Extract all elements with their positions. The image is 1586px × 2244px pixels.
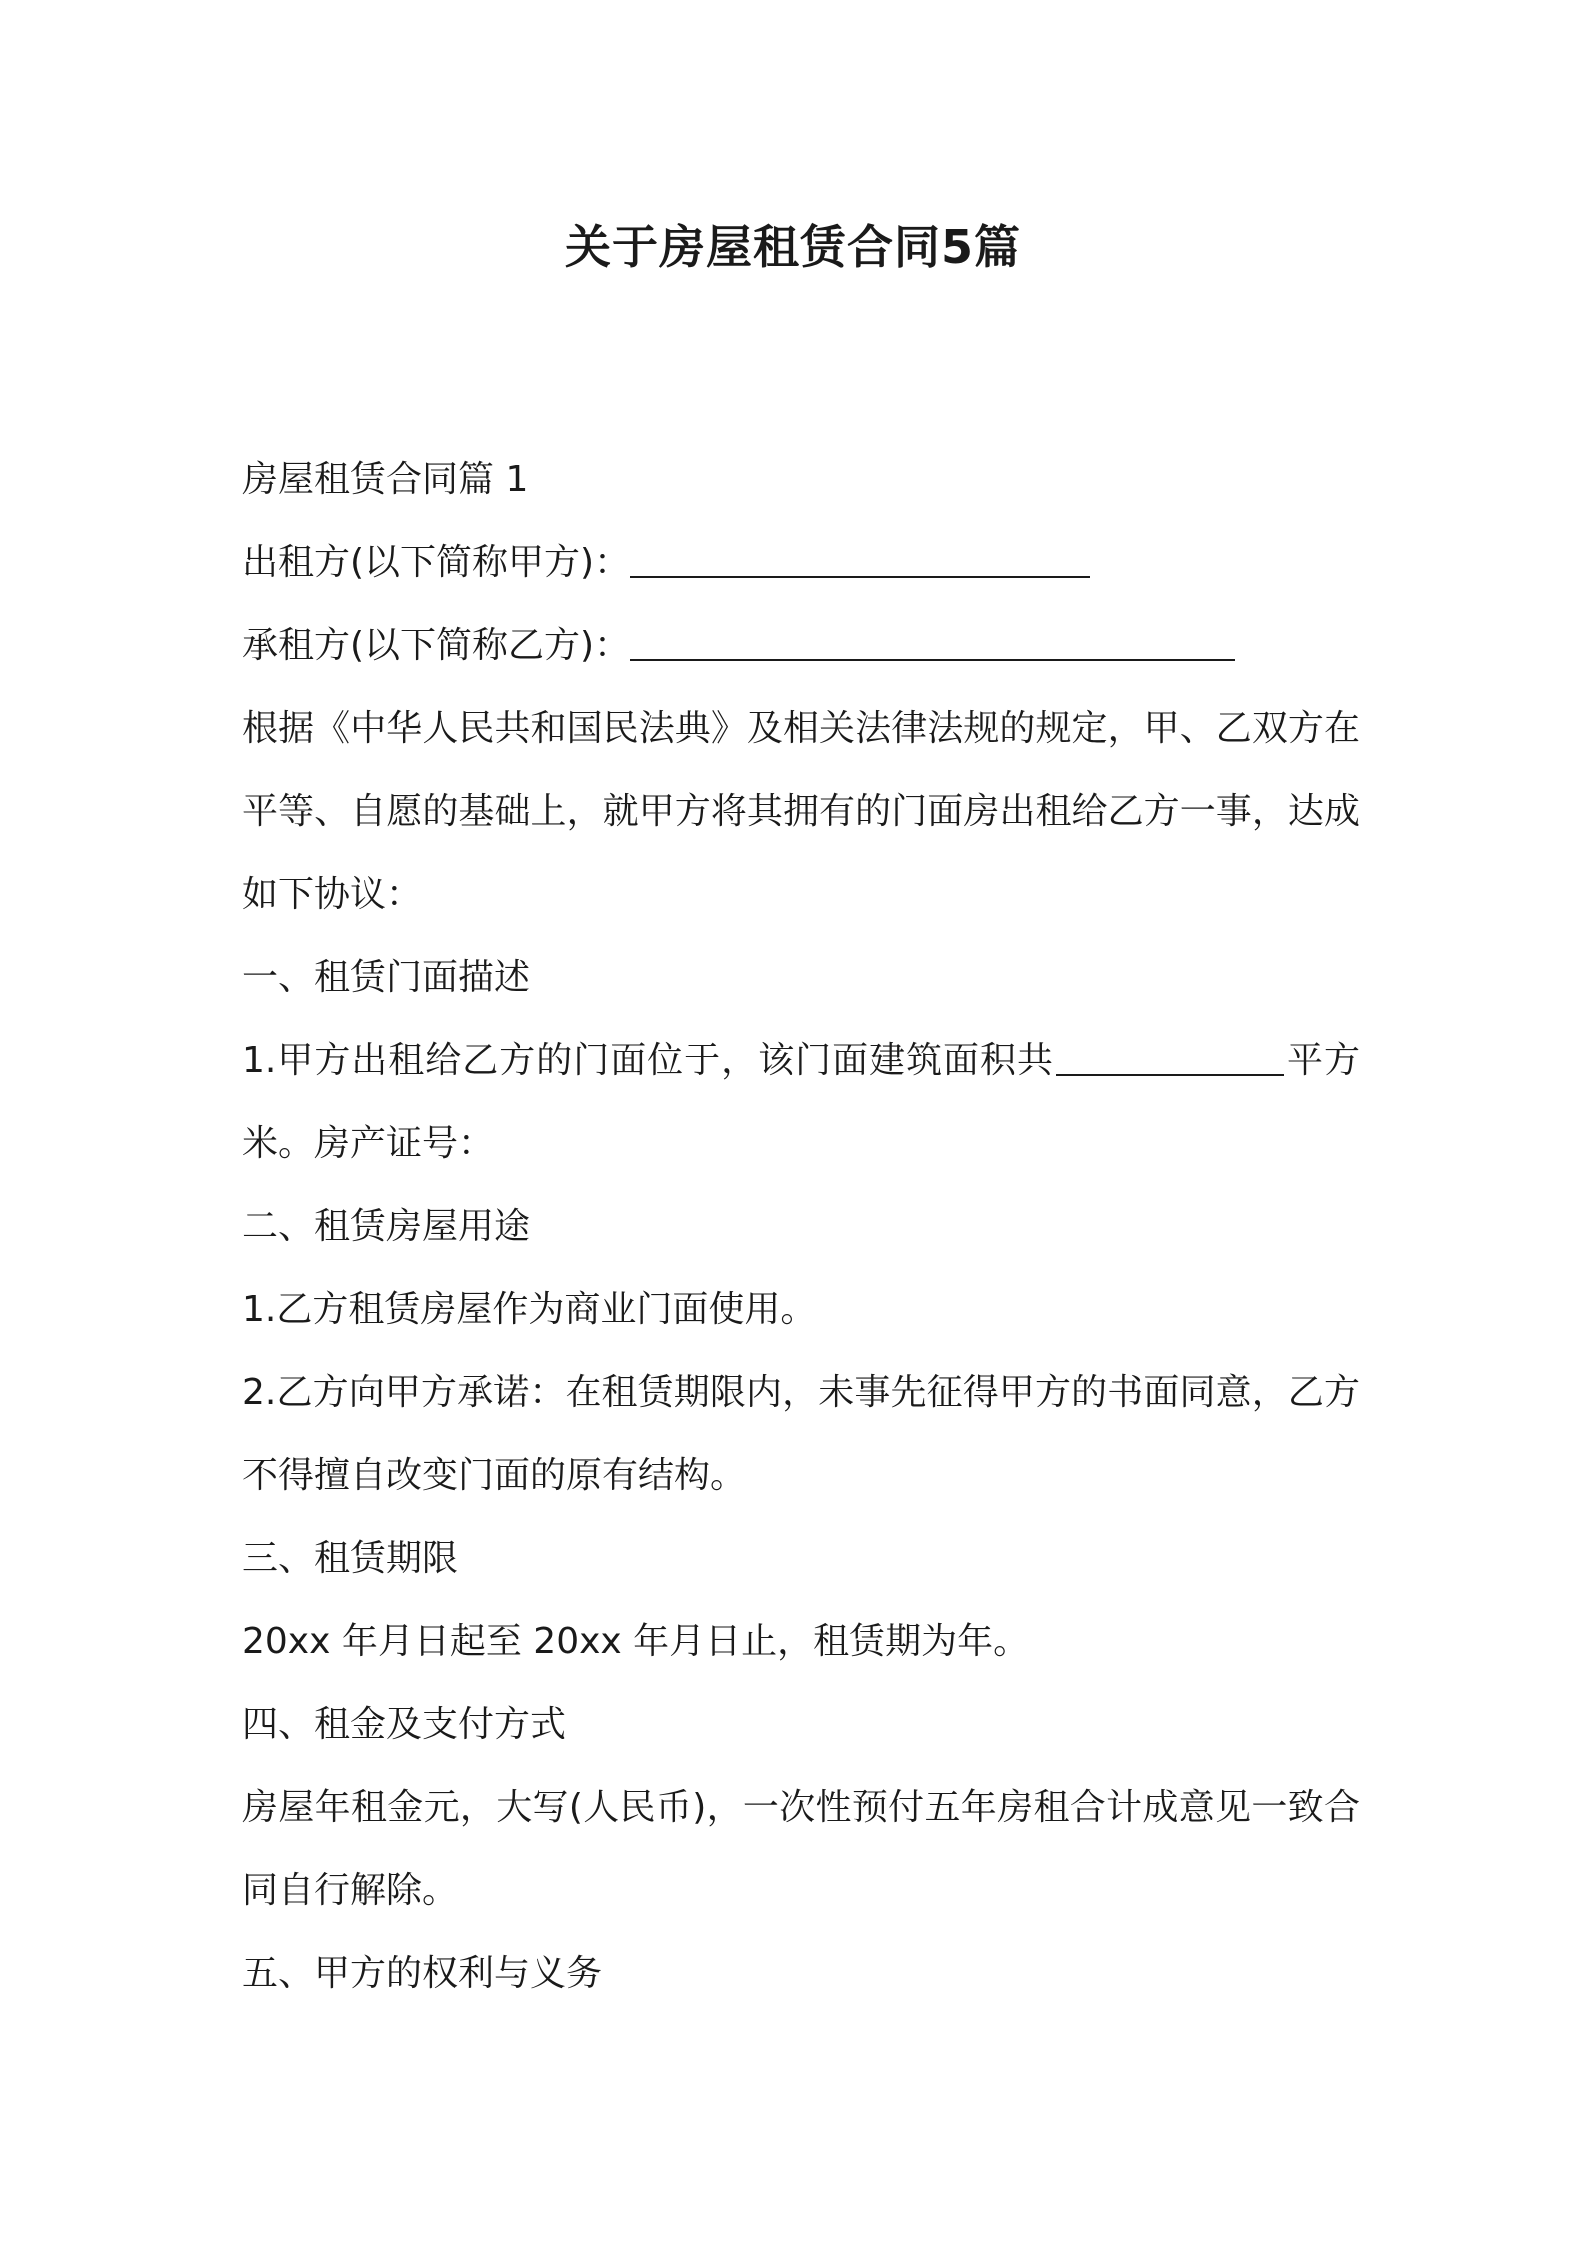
document-title: 关于房屋租赁合同5篇 [564, 220, 1021, 274]
clause4-text: 房屋年租金元，大写(人民币)，一次性预付五年房租合计成意见一致合同自行解除。 [242, 1787, 1360, 1911]
clause4-heading: 四、租金及支付方式 [242, 1704, 567, 1745]
area-blank [1056, 1044, 1284, 1076]
lessor-line [242, 521, 1360, 604]
document-body [242, 438, 1360, 2015]
clause3-text: 20xx 年月日起至 20xx 年月日止，租赁期为年。 [242, 1621, 1030, 1662]
clause3-heading: 三、租赁期限 [242, 1538, 459, 1579]
clause2-heading: 二、租赁房屋用途 [242, 1206, 531, 1247]
lessee-label: 承租方(以下简称乙方)： [242, 625, 631, 666]
intro-paragraph: 根据《中华人民共和国民法典》及相关法律法规的规定，甲、乙双方在平等、自愿的基础上，就甲方将其拥有的门面房出租给乙方一事，达成如下协议： [242, 708, 1360, 915]
clause1-item1 [242, 1019, 1360, 1185]
clause2-item1: 1.乙方租赁房屋作为商业门面使用。 [242, 1289, 817, 1330]
clause2-item2: 2.乙方向甲方承诺：在租赁期限内，未事先征得甲方的书面同意，乙方不得擅自改变门面的原有结构。 [242, 1372, 1360, 1496]
lessee-line [242, 604, 1360, 687]
clause1-item1-text-before: 1.甲方出租给乙方的门面位于，该门面建筑面积共 [242, 1040, 1055, 1081]
lessor-label: 出租方(以下简称甲方)： [242, 542, 631, 583]
clause5-heading: 五、甲方的权利与义务 [242, 1953, 603, 1994]
clause1-heading: 一、租赁门面描述 [242, 957, 531, 998]
clause1-item1-text-after: 平方米。房产证号： [242, 1040, 1360, 1164]
section-heading: 房屋租赁合同篇 1 [242, 459, 529, 500]
lessee-blank [630, 629, 1235, 661]
lessor-blank [630, 546, 1090, 578]
